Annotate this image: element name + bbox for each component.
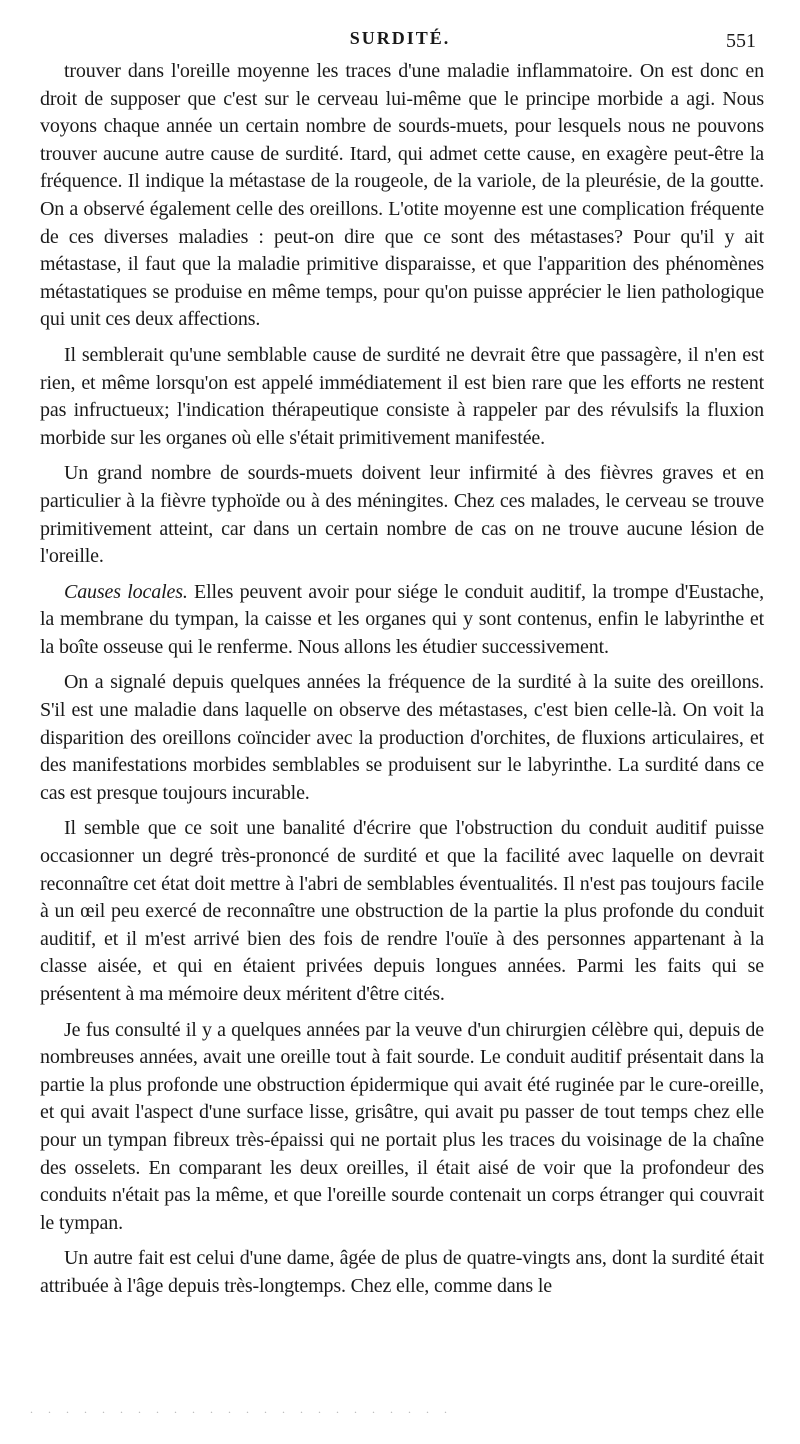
paragraph-text: Un autre fait est celui d'une dame, âgée de plus de quatre-vingts ans, dont la surdité était attribuée à l'âge depuis très-longtemps. Chez elle, comme dans le	[40, 1247, 764, 1297]
running-head	[0, 20, 800, 50]
paragraph-text: Elles peuvent avoir pour siége le conduit auditif, la trompe d'Eustache, la membrane du tympan, la caisse et les organes qui y sont contenus, enfin le labyrinthe et la boîte osseuse qui le renferme. Nous allons les étudier successivement.	[40, 580, 764, 658]
running-title: SURDITÉ.	[349, 28, 451, 48]
body-text	[40, 58, 764, 1301]
paragraph-text: Je fus consulté il y a quelques années par la veuve d'un chirurgien célèbre qui, depuis de nombreuses années, avait une oreille tout à fait sourde. Le conduit auditif présentait dans la partie la plus profonde une obstruction épidermique qui avait été ruginée par le cure-oreille, et qui avait l'aspect d'une surface lisse, grisâtre, qui avait pu passer de tout temps chez elle pour un tympan fibreux très-épaissi qui ne portait plus les traces du voisinage de la chaîne des osselets. En comparant les deux oreilles, il était aisé de voir que la profondeur des conduits n'était pas la même, et que l'oreille sourde contenait un corps étranger qui couvrait le tympan.	[40, 1018, 764, 1234]
scan-marks: . . . . . . . . . . . . . . . . . . . . . . . .	[30, 1402, 453, 1416]
paragraph	[40, 460, 764, 570]
paragraph-text: Il semble que ce soit une banalité d'écrire que l'obstruction du conduit auditif puisse occasionner un degré très-prononcé de surdité et que la facilité avec laquelle on devrait reconnaître cet état doit mettre à l'abri de semblables éventualités. Il n'est pas toujours facile à un œil peu exercé de reconnaître une obstruction de la partie la plus profonde du conduit auditif, et il m'est arrivé bien des fois de rendre l'ouïe à des personnes appartenant à la classe aisée, et qui en étaient privées depuis longues années. Parmi les faits qui se présentent à ma mémoire deux méritent d'être cités.	[40, 817, 764, 1005]
paragraph	[40, 579, 764, 662]
paragraph-text: Un grand nombre de sourds-muets doivent leur infirmité à des fièvres graves et en particulier à la fièvre typhoïde ou à des méningites. Chez ces malades, le cerveau se trouve primitivement atteint, car dans un certain nombre de cas on ne trouve aucune lésion de l'oreille.	[40, 462, 764, 568]
paragraph	[40, 1245, 764, 1300]
paragraph-text: Il semblerait qu'une semblable cause de surdité ne devrait être que passagère, il n'en est rien, et même lorsqu'on est appelé immédiatement il est bien rare que les efforts ne restent pas infructueux; l'indication thérapeutique consiste à rappeler par des révulsifs la fluxion morbide sur les organes où elle s'était primitivement manifestée.	[40, 343, 764, 449]
page-number: 551	[726, 30, 756, 52]
paragraph	[40, 342, 764, 452]
paragraph	[40, 669, 764, 807]
section-lead: Causes locales.	[64, 580, 188, 603]
paragraph	[40, 815, 764, 1008]
paragraph	[40, 1017, 764, 1238]
paragraph-text: On a signalé depuis quelques années la fréquence de la surdité à la suite des oreillons. S'il est une maladie dans laquelle on observe des métastases, c'est bien celle-là. On voit la disparition des oreillons coïncider avec la production d'orchites, de fluxions articulaires, et des manifestations morbides semblables se produisent sur le labyrinthe. La surdité dans ce cas est presque toujours incurable.	[40, 671, 764, 804]
paragraph	[40, 58, 764, 334]
paragraph-text: trouver dans l'oreille moyenne les traces d'une maladie inflammatoire. On est donc en droit de supposer que c'est sur le cerveau lui-même que le principe morbide a agi. Nous voyons chaque année un certain nombre de sourds-muets, pour lesquels nous ne pouvons trouver aucune autre cause de surdité. Itard, qui admet cette cause, en exagère peut-être la fréquence. Il indique la métastase de la rougeole, de la variole, de la pleurésie, de la goutte. On a observé également celle des oreillons. L'otite moyenne est une complication fréquente de ces diverses maladies : peut-on dire que ce sont des métastases? Pour qu'il y ait métastase, il faut que la maladie primitive disparaisse, et que l'apparition des phénomènes métastatiques se produise en même temps, pour qu'on puisse apprécier le lien pathologique qui unit ces deux affections.	[40, 60, 764, 331]
